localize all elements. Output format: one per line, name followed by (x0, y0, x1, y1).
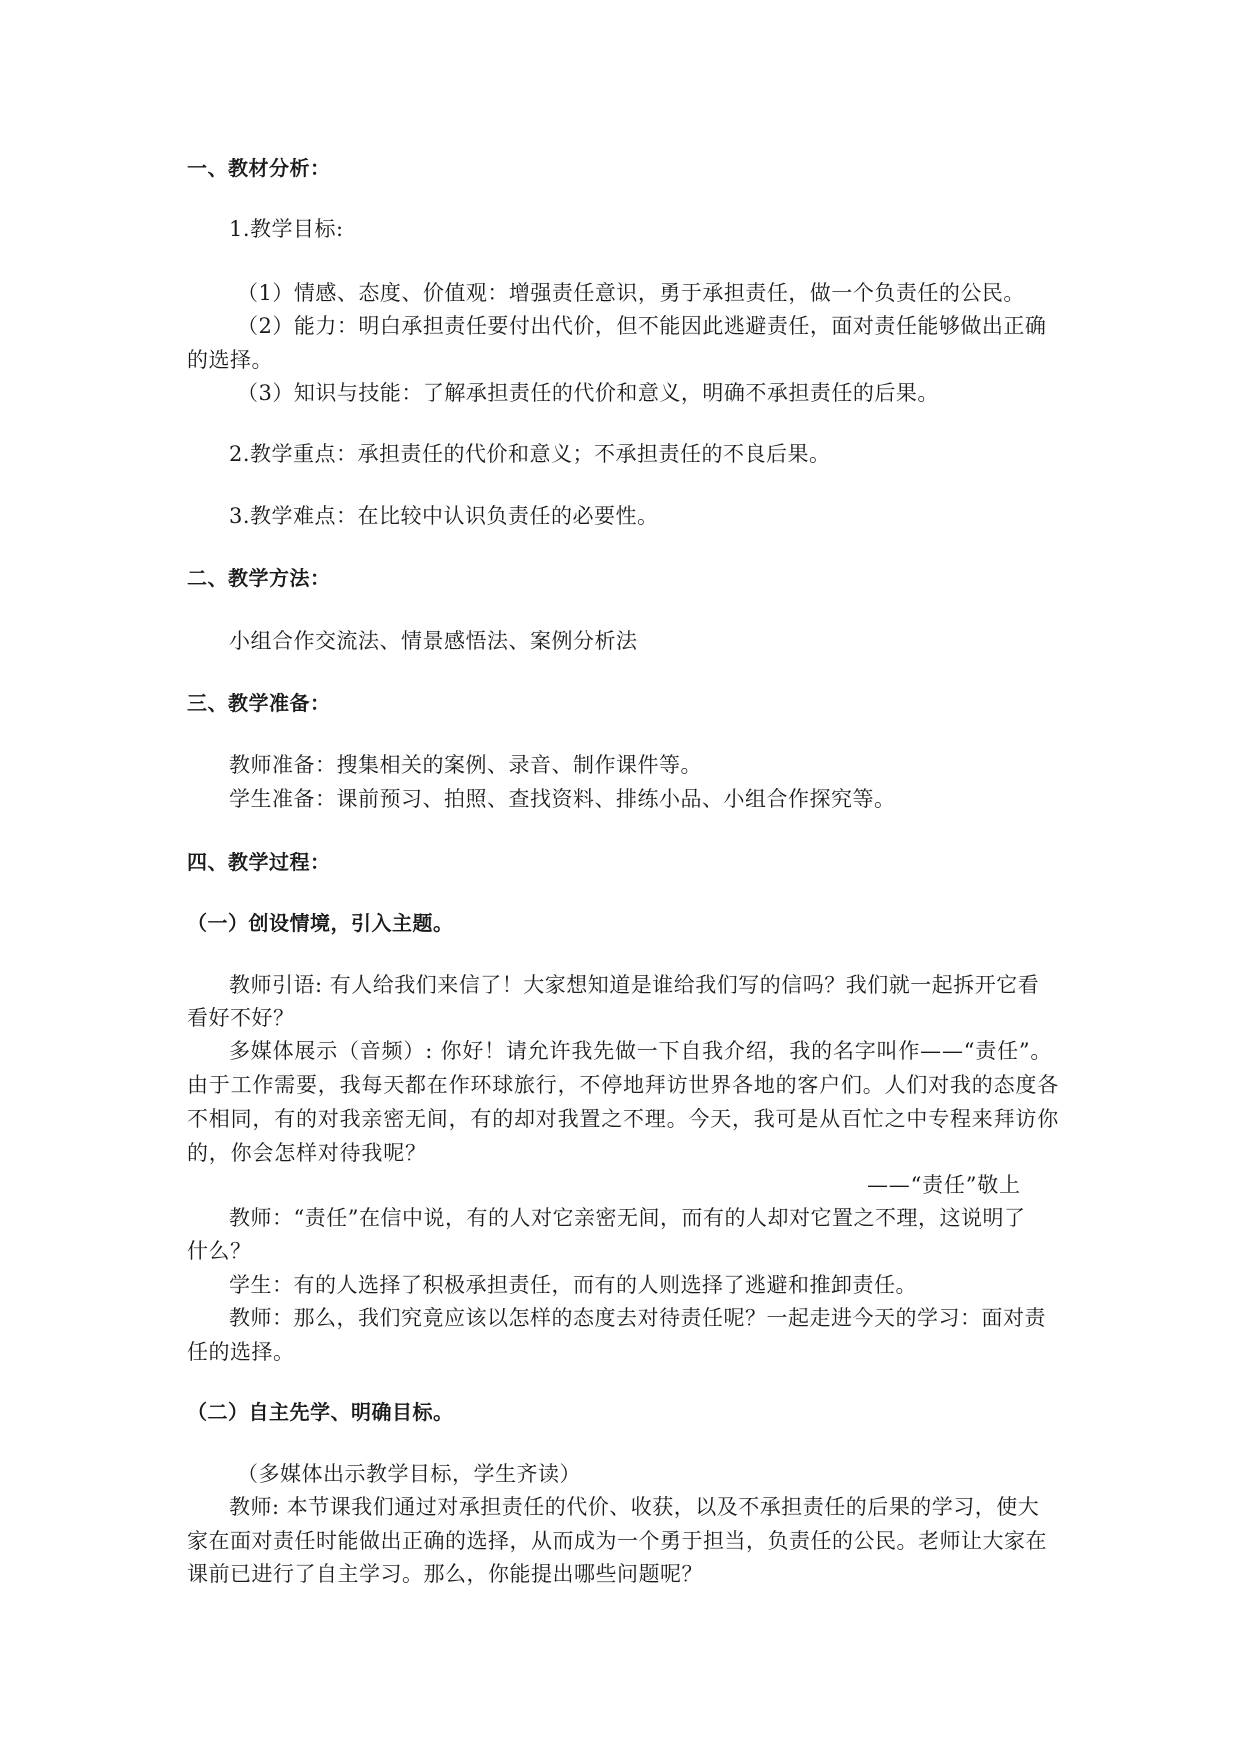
student-preparation: 学生准备：课前预习、拍照、查找资料、排练小品、小组合作探究等。 (229, 787, 896, 811)
goal-1: （1）情感、态度、价值观：增强责任意识，勇于承担责任，做一个负责任的公民。 (237, 281, 1025, 305)
teaching-methods: 小组合作交流法、情景感悟法、案例分析法 (229, 629, 638, 653)
teacher-question-line-2: 什么？ (187, 1239, 252, 1263)
teacher-goal-line-3: 课前已进行了自主学习。那么，你能提出哪些问题呢？ (187, 1562, 703, 1586)
letter-line-4: 的，你会怎样对待我呢？ (187, 1141, 427, 1165)
letter-line-1: 多媒体展示（音频）: 你好！请允许我先做一下自我介绍，我的名字叫作——“责任”。 (229, 1039, 1053, 1063)
teaching-goals-title: 1.教学目标: (229, 217, 344, 241)
goal-2-line-2: 的选择。 (187, 348, 273, 372)
difficulty: 3.教学难点：在比较中认识负责任的必要性。 (229, 504, 659, 528)
key-point: 2.教学重点：承担责任的代价和意义；不承担责任的不良后果。 (229, 442, 831, 466)
part-2-heading: （二）自主先学、明确目标。 (187, 1400, 454, 1424)
teacher-intro-line-2: 看好不好？ (187, 1006, 295, 1030)
section-2-heading: 二、教学方法： (187, 566, 331, 590)
part-1-heading: （一）创设情境，引入主题。 (187, 911, 454, 935)
letter-line-3: 不相同，有的对我亲密无间，有的却对我置之不理。今天，我可是从百忙之中专程来拜访你 (187, 1107, 1059, 1131)
goal-3: （3）知识与技能：了解承担责任的代价和意义，明确不承担责任的后果。 (237, 381, 939, 405)
teacher-intro-line-1: 教师引语: 有人给我们来信了！大家想知道是谁给我们写的信吗？我们就一起拆开它看 (229, 973, 1040, 997)
teacher-goal-line-1: 教师: 本节课我们通过对承担责任的代价、收获，以及不承担责任的后果的学习，使大 (229, 1495, 1040, 1519)
teacher-preparation: 教师准备：搜集相关的案例、录音、制作课件等。 (229, 753, 702, 777)
letter-signature: ——“责任”敬上 (867, 1173, 1021, 1197)
section-4-heading: 四、教学过程： (187, 850, 331, 874)
goal-2-line-1: （2）能力：明白承担责任要付出代价，但不能因此逃避责任，面对责任能够做出正确 (237, 314, 1047, 338)
section-1-heading: 一、教材分析： (187, 156, 331, 180)
teacher-question-line-1: 教师：“责任”在信中说，有的人对它亲密无间，而有的人却对它置之不理，这说明了 (229, 1206, 1026, 1230)
teacher-transition-line-2: 任的选择。 (187, 1340, 295, 1364)
letter-line-2: 由于工作需要，我每天都在作环球旅行，不停地拜访世界各地的客户们。人们对我的态度各 (187, 1073, 1059, 1097)
section-3-heading: 三、教学准备： (187, 691, 331, 715)
student-answer: 学生：有的人选择了积极承担责任，而有的人则选择了逃避和推卸责任。 (229, 1273, 917, 1297)
teacher-goal-line-2: 家在面对责任时能做出正确的选择，从而成为一个勇于担当，负责任的公民。老师让大家在 (187, 1529, 1047, 1553)
multimedia-note: （多媒体出示教学目标，学生齐读） (237, 1462, 581, 1486)
teacher-transition-line-1: 教师：那么，我们究竟应该以怎样的态度去对待责任呢？一起走进今天的学习：面对责 (229, 1306, 1046, 1330)
